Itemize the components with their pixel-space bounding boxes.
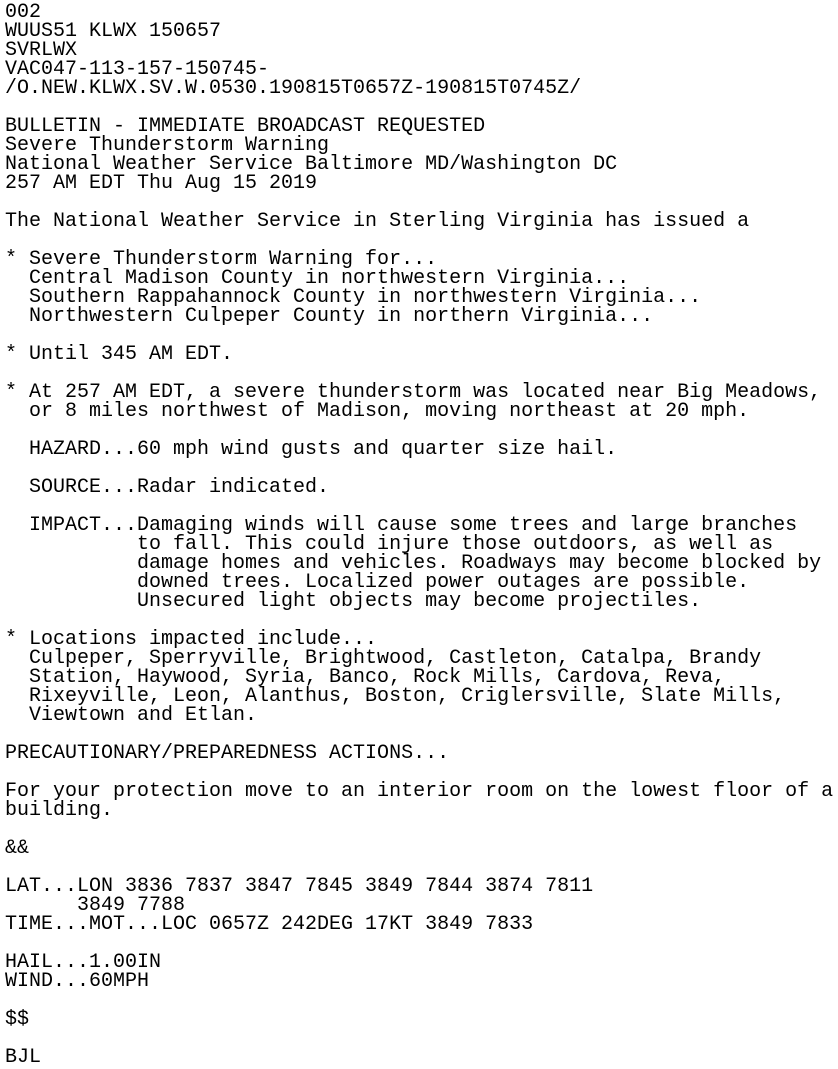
bulletin-line: * Locations impacted include... [5,628,378,651]
bulletin-line: 002 [5,1,42,24]
bulletin-line: $$ [5,1008,30,1031]
bulletin-line: HAIL...1.00IN [5,951,162,974]
bulletin-line: Station, Haywood, Syria, Banco, Rock Mills, Cardova, Reva, [5,666,726,689]
bulletin-line: SOURCE...Radar indicated. [5,476,330,499]
bulletin-line: LAT...LON 3836 7837 3847 7845 3849 7844 3874 7811 [5,875,594,898]
warning-bulletin-text [5,3,833,1067]
bulletin-line: && [5,837,30,860]
bulletin-line: * Severe Thunderstorm Warning for... [5,248,438,271]
bulletin-line: The National Weather Service in Sterling Virginia has issued a [5,210,750,233]
bulletin-line: For your protection move to an interior room on the lowest floor of a [5,780,834,803]
bulletin-line: WIND...60MPH [5,970,150,993]
bulletin-line: Viewtown and Etlan. [5,704,258,727]
bulletin-line: * At 257 AM EDT, a severe thunderstorm was located near Big Meadows, [5,381,822,404]
bulletin-line: Southern Rappahannock County in northwestern Virginia... [5,286,702,309]
bulletin-line: or 8 miles northwest of Madison, moving northeast at 20 mph. [5,400,750,423]
bulletin-line: 257 AM EDT Thu Aug 15 2019 [5,172,318,195]
bulletin-line: * Until 345 AM EDT. [5,343,234,366]
bulletin-line: downed trees. Localized power outages are possible. [5,571,750,594]
bulletin-line: PRECAUTIONARY/PREPAREDNESS ACTIONS... [5,742,450,765]
bulletin-line: HAZARD...60 mph wind gusts and quarter size hail. [5,438,618,461]
bulletin-line: National Weather Service Baltimore MD/Washington DC [5,153,618,176]
bulletin-line: Culpeper, Sperryville, Brightwood, Castleton, Catalpa, Brandy [5,647,762,670]
bulletin-line: /O.NEW.KLWX.SV.W.0530.190815T0657Z-190815T0745Z/ [5,77,582,100]
bulletin-line: Unsecured light objects may become projectiles. [5,590,702,613]
bulletin-line: SVRLWX [5,39,78,62]
bulletin-line: building. [5,799,114,822]
bulletin-line: Central Madison County in northwestern Virginia... [5,267,630,290]
bulletin-line: to fall. This could injure those outdoors, as well as [5,533,774,556]
bulletin-line: Severe Thunderstorm Warning [5,134,330,157]
bulletin-line [5,820,833,839]
bulletin-line [5,991,833,1010]
bulletin-line: BULLETIN - IMMEDIATE BROADCAST REQUESTED [5,115,486,138]
bulletin-line: damage homes and vehicles. Roadways may become blocked by [5,552,822,575]
bulletin-line: VAC047-113-157-150745- [5,58,270,81]
bulletin-line: TIME...MOT...LOC 0657Z 242DEG 17KT 3849 7833 [5,913,534,936]
bulletin-line: Northwestern Culpeper County in northern Virginia... [5,305,654,328]
bulletin-line: Rixeyville, Leon, Alanthus, Boston, Criglersville, Slate Mills, [5,685,786,708]
bulletin-line: IMPACT...Damaging winds will cause some trees and large branches [5,514,798,537]
bulletin-line: WUUS51 KLWX 150657 [5,20,222,43]
bulletin-line [5,1029,833,1048]
bulletin-line: BJL [5,1046,42,1069]
bulletin-line: 3849 7788 [5,894,186,917]
